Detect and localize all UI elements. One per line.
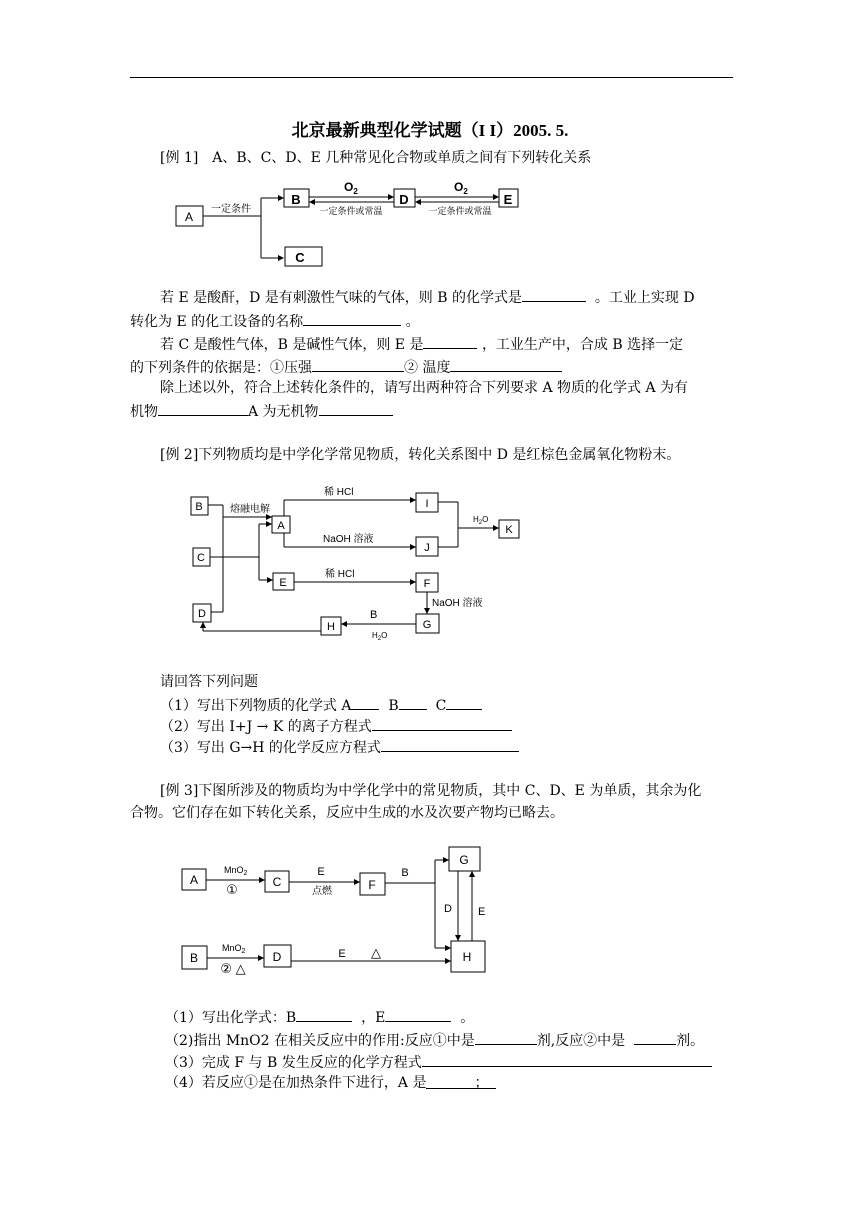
ex2-label-h: H	[327, 621, 335, 633]
ex3-b-arrow-label: B	[401, 867, 409, 879]
ex1-o2-first: $O_2$	[344, 180, 358, 196]
ex1-q1-line2: 转化为 E 的化工设备的名称 。	[130, 310, 420, 332]
ex2-b-label: B	[370, 609, 378, 621]
ex3-label-f: F	[368, 878, 376, 892]
ex2-label-b: B	[195, 501, 203, 513]
ex2-label-e: E	[279, 577, 287, 589]
ex3-e1: E	[317, 866, 325, 878]
ex3-label-b: B	[189, 951, 199, 965]
ex2-hcl2-label: 稀 HCl	[325, 569, 355, 580]
ex2-label-f: F	[423, 578, 431, 590]
ex1-intro: [例 1] A、B、C、D、E 几种常见化合物或单质之间有下列转化关系	[160, 150, 592, 166]
ex2-label-j: J	[424, 542, 430, 554]
ex1-label-a: A	[184, 210, 194, 224]
ex1-label-b: B	[291, 192, 301, 207]
ex3-intro-line1: [例 3]下图所涉及的物质均为中学化学中的常见物质，其中 C、D、E 为单质，其余为化	[160, 783, 702, 799]
ex3-r2: ② △	[220, 961, 246, 976]
ex3-q4: （4）若反应①是在加热条件下进行，A 是 ；	[165, 1073, 496, 1093]
ex2-label-k: K	[505, 524, 513, 536]
ex3-label-c: C	[272, 875, 282, 889]
ex2-h2o2-label: $H_2O$	[372, 631, 388, 642]
ex1-cond3: 一定条件或常温	[428, 206, 492, 216]
ex2-naoh2-label: NaOH 溶液	[432, 598, 483, 609]
ex3-heat: △	[371, 945, 381, 960]
ex3-label-h: H	[462, 950, 472, 964]
ex2-label-a: A	[277, 520, 285, 532]
ex2-label-c: C	[197, 552, 205, 564]
ex2-intro: [例 2]下列物质均是中学化学常见物质，转化关系图中 D 是红棕色金属氧化物粉末。	[160, 447, 681, 463]
ex1-label-c: C	[295, 250, 305, 265]
ex2-label-d: D	[198, 608, 206, 620]
ex2-q3: （3）写出 G→H 的化学反应方程式	[160, 736, 519, 758]
ex3-q1: （1）写出化学式：B ，E 。	[165, 1006, 474, 1028]
page-title: 北京最新典型化学试题（I I）2005. 5.	[291, 121, 569, 140]
ex2-label-i: I	[425, 498, 429, 510]
ex2-hcl1-label: 稀 HCl	[324, 487, 354, 498]
ex3-ignite: 点燃	[312, 886, 332, 897]
ex1-q3-line2: 机物 A 为无机物	[130, 400, 393, 422]
ex3-label-a: A	[189, 873, 199, 887]
ex3-label-d: D	[272, 950, 282, 964]
ex3-q2: （2)指出 MnO2 在相关反应中的作用:反应①中是 剂,反应②中是 剂。	[165, 1029, 704, 1051]
ex1-label-d: D	[399, 192, 409, 207]
ex3-r1: ①	[226, 882, 238, 897]
ex3-mno2-2: MnO$_2$	[222, 943, 246, 955]
ex3-mno2-1: MnO$_2$	[224, 865, 248, 877]
ex1-label-e: E	[503, 192, 513, 207]
ex2-prompt: 请回答下列问题	[160, 674, 258, 690]
ex2-h2o-label: $H_2O$	[473, 515, 489, 526]
ex3-e-side: E	[478, 906, 486, 918]
ex1-q2-line1: 若 C 是酸性气体，B 是碱性气体，则 E 是 ，工业生产中，合成 B 选择一定	[160, 333, 683, 355]
ex3-d-side: D	[444, 903, 452, 915]
ex1-q3-line1: 除上述以外，符合上述转化条件的，请写出两种符合下列要求 A 物质的化学式 A 为有	[160, 380, 689, 396]
ex3-e2: E	[338, 948, 346, 960]
ex2-q2: （2）写出 I+J → K 的离子方程式	[160, 715, 512, 737]
ex2-melt-label: 熔融电解	[230, 504, 270, 515]
ex1-q1-line1: 若 E 是酸酐，D 是有刺激性气味的气体，则 B 的化学式是 。工业上实现 D	[160, 286, 695, 308]
ex3-q3: （3）完成 F 与 B 发生反应的化学方程式	[165, 1051, 712, 1073]
ex1-cond2: 一定条件或常温	[319, 206, 383, 216]
ex2-q1: （1）写出下列物质的化学式 A B C	[160, 694, 482, 716]
ex1-o2-second: $O_2$	[454, 180, 468, 196]
ex1-cond1: 一定条件	[211, 204, 251, 215]
ex3-intro-line2: 合物。它们存在如下转化关系，反应中生成的水及次要产物均已略去。	[130, 805, 564, 821]
ex3-label-g: G	[459, 853, 469, 867]
ex2-naoh1-label: NaOH 溶液	[323, 534, 374, 545]
ex1-q2-line2: 的下列条件的依据是：①压强 ② 温度	[130, 356, 562, 378]
ex2-label-g: G	[422, 619, 432, 631]
